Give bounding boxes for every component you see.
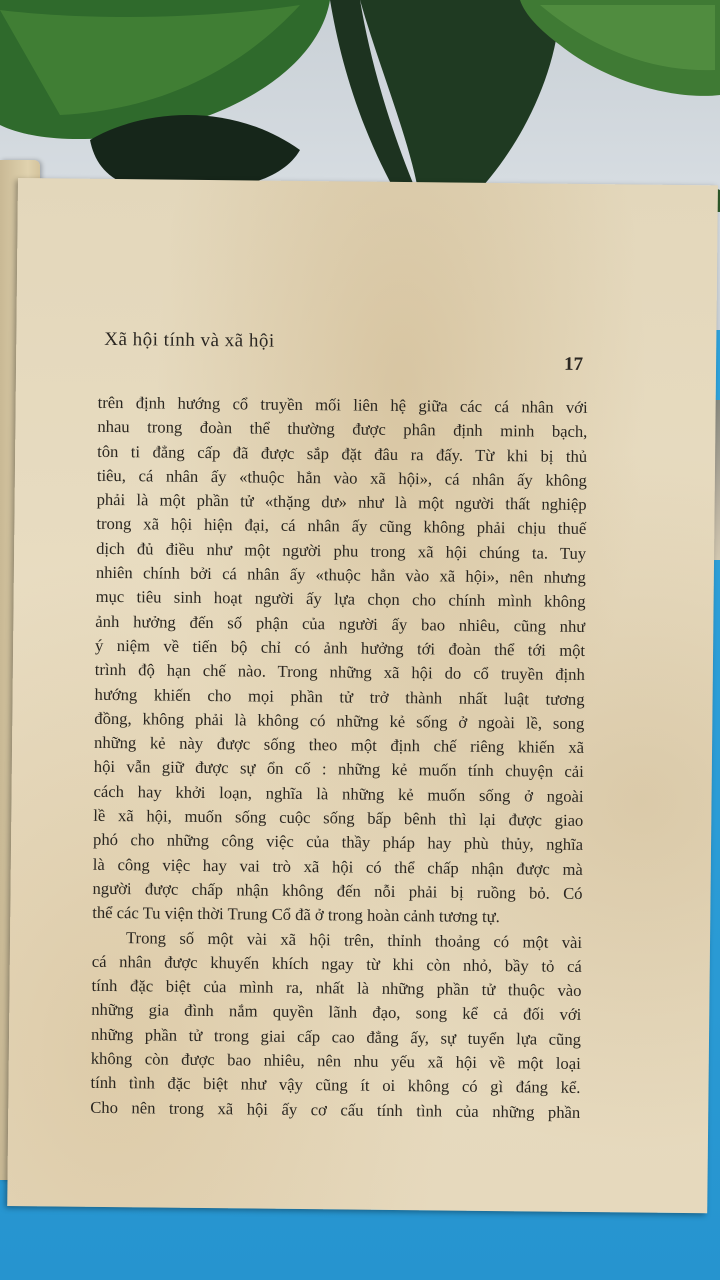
text-line: trên định hướng cổ truyền mối liên hệ giữa các cá nhân với: [97, 392, 588, 417]
text-line: ảnh hưởng đến số phận của người ấy bao nhiêu, cũng như: [95, 611, 586, 636]
text-line: phải là một phần tử «thặng dư» như là một người thất nghiệp: [96, 490, 587, 515]
text-line: dịch đủ điều như một người phu trong xã hội chúng ta. Tuy: [96, 538, 587, 563]
text-line: hướng khiến cho mọi phần tử trở thành nhất luật tương: [94, 684, 585, 709]
text-line: không còn được bao nhiêu, nên nhu yếu xã hội về một loại: [90, 1048, 581, 1073]
text-line: mục tiêu sinh hoạt người ấy lựa chọn cho chính mình không: [95, 587, 586, 612]
text-line: cá nhân được khuyến khích ngay từ khi còn nhỏ, bầy tỏ cá: [91, 951, 582, 976]
text-line: phó cho những công việc của thầy pháp hay phù thủy, nghĩa: [92, 830, 584, 855]
text-line: tiêu, cá nhân ấy «thuộc hẳn vào xã hội», cá nhân ấy không: [96, 465, 587, 490]
text-line: tính đặc biệt của mình ra, nhất là những phần tử thuộc vào: [91, 975, 582, 1001]
body-text: [90, 391, 588, 1125]
text-line: những kẻ này được sống theo một định chế riêng khiến xã: [93, 732, 585, 758]
text-line: cách hay khởi loạn, nghĩa là những kẻ muốn sống ở ngoài: [93, 781, 584, 806]
text-line: nhau trong đoàn thể thường được phân định minh bạch,: [97, 417, 588, 442]
book-page: [7, 178, 718, 1213]
text-line: trong xã hội hiện đại, cá nhân ấy cũng không phải chịu thuế: [96, 514, 587, 539]
text-line: những phần tử trong giai cấp cao đẳng ấy, sự tuyển lựa cũng: [90, 1024, 582, 1049]
text-line: là công việc hay vai trò xã hội có thể chấp nhận được mà: [92, 854, 583, 879]
text-line: trình độ hạn chế nào. Trong những xã hội do cổ truyền định: [94, 660, 585, 685]
text-line: tính tình đặc biệt như vậy cũng ít oi không có gì đáng kể.: [90, 1073, 581, 1098]
page-number: 17: [563, 353, 584, 375]
text-line: lề xã hội, muốn sống cuộc sống bấp bênh thì lại được giao: [93, 805, 584, 831]
text-line: ý niệm về tiến bộ chỉ có ảnh hưởng tới đoàn thể tới một: [95, 635, 586, 660]
text-line: Cho nên trong xã hội ấy cơ cấu tính tình của những phần: [90, 1097, 581, 1122]
text-line: đồng, không phải là không có những kẻ sống ở ngoài lề, song: [94, 708, 585, 733]
text-line: tôn ti đẳng cấp đã được sắp đặt đâu ra đấy. Từ khi bị thủ: [97, 441, 588, 466]
running-header: Xã hội tính và xã hội: [104, 328, 275, 352]
text-line-paragraph-start: Trong số một vài xã hội trên, thỉnh thoảng có một vài: [125, 927, 583, 952]
text-line: người được chấp nhận không đến nỗi phải bị ruồng bỏ. Có: [92, 878, 583, 903]
text-line: nhiên chính bởi cá nhân ấy «thuộc hẳn vào xã hội», nên nhưng: [95, 562, 586, 588]
text-line: hội vẫn giữ được sự ổn cố : những kẻ muốn tính chuyện cải: [93, 757, 584, 782]
text-line: những gia đình nắm quyền lãnh đạo, song kể cả đối với: [91, 1000, 582, 1025]
text-line: thể các Tu viện thời Trung Cổ đã ở trong hoàn cảnh tương tự.: [92, 903, 500, 927]
